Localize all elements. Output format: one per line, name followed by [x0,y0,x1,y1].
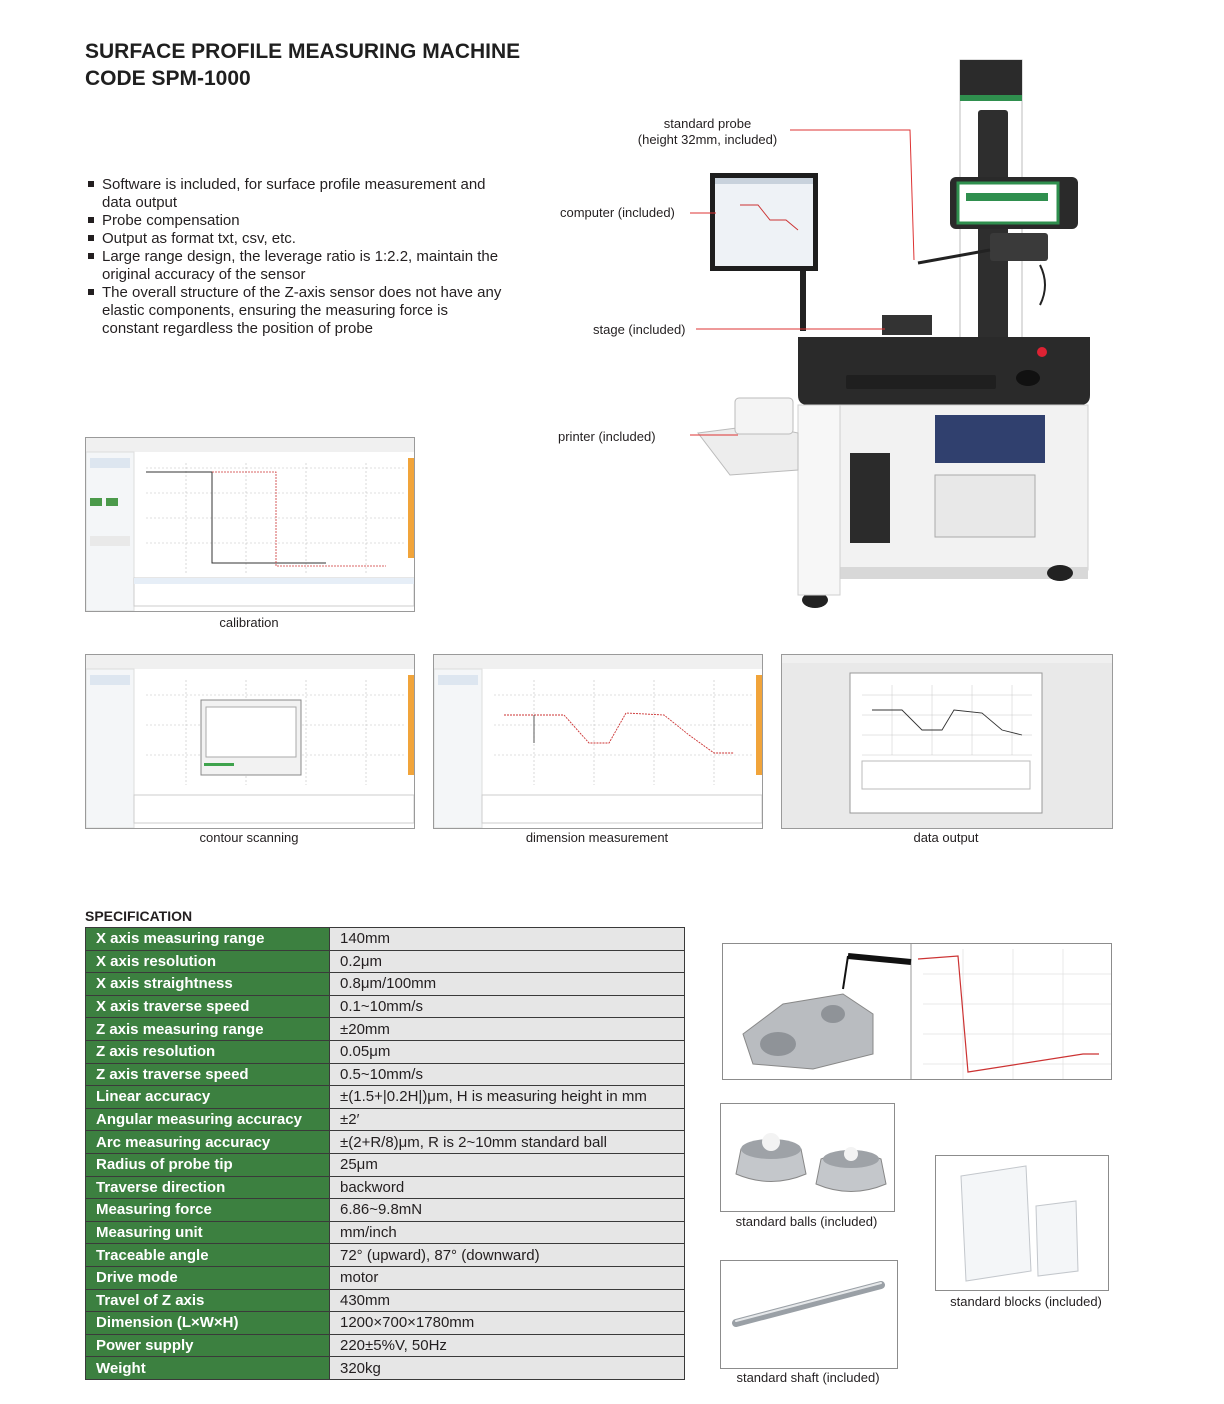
standard-balls-photo [720,1103,895,1212]
spec-value: 320kg [330,1357,685,1380]
spec-row [86,1018,685,1041]
spec-key: Travel of Z axis [86,1289,330,1312]
specification-table [85,927,685,1380]
spec-value: mm/inch [330,1221,685,1244]
specification-heading: SPECIFICATION [85,908,193,924]
page-title [85,38,520,92]
computer-callout: computer (included) [560,205,675,220]
stage-callout: stage (included) [593,322,686,337]
spec-row [86,1131,685,1154]
data-output-screen-image [782,655,1112,828]
feature-list [86,176,506,338]
probe-callout [620,116,795,148]
data-output-caption: data output [913,830,979,845]
feature-item: Large range design, the leverage ratio is 1:2.2, maintain the original accuracy of the sensor [86,248,506,284]
data-output-screenshot [781,654,1113,829]
feature-item: Software is included, for surface profile measurement and data output [86,176,506,212]
spec-key: Linear accuracy [86,1086,330,1109]
spec-row [86,973,685,996]
spec-row [86,1199,685,1222]
spec-value: 6.86~9.8mN [330,1199,685,1222]
spec-key: Z axis traverse speed [86,1063,330,1086]
spec-value: motor [330,1266,685,1289]
spec-key: Dimension (L×W×H) [86,1312,330,1335]
spec-key: Measuring force [86,1199,330,1222]
spec-key: Arc measuring accuracy [86,1131,330,1154]
probe-workpiece-image [723,944,1111,1079]
feature-item: Output as format txt, csv, etc. [86,230,506,248]
spec-value: 220±5%V, 50Hz [330,1334,685,1357]
spec-value: ±20mm [330,1018,685,1041]
dimension-measurement-caption: dimension measurement [525,830,669,845]
spec-value: 0.05μm [330,1040,685,1063]
spec-row [86,995,685,1018]
dimension-measurement-screenshot [433,654,763,829]
spec-row [86,950,685,973]
spec-row [86,1266,685,1289]
spec-key: X axis traverse speed [86,995,330,1018]
spec-value: 140mm [330,928,685,951]
feature-item: Probe compensation [86,212,506,230]
standard-shaft-caption: standard shaft (included) [736,1370,880,1385]
title-line-1: SURFACE PROFILE MEASURING MACHINE [85,40,521,63]
spec-value: 72° (upward), 87° (downward) [330,1244,685,1267]
spec-key: Drive mode [86,1266,330,1289]
probe-callout-line-2: (height 32mm, included) [637,132,778,147]
printer-callout: printer (included) [558,429,656,444]
spec-value: 1200×700×1780mm [330,1312,685,1335]
spec-row [86,1357,685,1380]
spec-value: ±(2+R/8)μm, R is 2~10mm standard ball [330,1131,685,1154]
spec-row [86,928,685,951]
standard-blocks-caption: standard blocks (included) [950,1294,1102,1309]
spec-key: Angular measuring accuracy [86,1108,330,1131]
calibration-screenshot [85,437,415,612]
spec-row [86,1289,685,1312]
spec-row [86,1312,685,1335]
spec-key: Traverse direction [86,1176,330,1199]
spec-row [86,1108,685,1131]
dimension-measurement-screen-image [434,655,762,828]
spec-key: Traceable angle [86,1244,330,1267]
probe-measurement-photo [722,943,1112,1080]
spec-key: Z axis measuring range [86,1018,330,1041]
spec-row [86,1176,685,1199]
spec-row [86,1063,685,1086]
feature-item: The overall structure of the Z-axis sensor does not have any elastic components, ensuring the measuring force is constant regardless the position of probe [86,284,506,338]
spec-value: ±2′ [330,1108,685,1131]
standard-shaft-image [721,1261,897,1368]
spec-key: X axis straightness [86,973,330,996]
spec-value: 25μm [330,1153,685,1176]
spec-row [86,1153,685,1176]
spec-value: ±(1.5+|0.2H|)μm, H is measuring height in mm [330,1086,685,1109]
contour-scanning-caption: contour scanning [199,830,299,845]
spec-row [86,1244,685,1267]
standard-blocks-photo [935,1155,1109,1291]
calibration-caption: calibration [219,615,279,630]
spec-key: X axis resolution [86,950,330,973]
standard-blocks-image [936,1156,1108,1290]
spec-value: 0.1~10mm/s [330,995,685,1018]
contour-scanning-screen-image [86,655,414,828]
spec-row [86,1040,685,1063]
contour-scanning-screenshot [85,654,415,829]
probe-callout-line-1: standard probe [663,116,752,131]
spec-row [86,1221,685,1244]
spec-row [86,1086,685,1109]
spec-value: 0.5~10mm/s [330,1063,685,1086]
standard-shaft-photo [720,1260,898,1369]
spec-key: Power supply [86,1334,330,1357]
spec-value: 0.2μm [330,950,685,973]
spec-key: Weight [86,1357,330,1380]
title-line-2: CODE SPM-1000 [85,67,251,90]
spec-value: backword [330,1176,685,1199]
standard-balls-image [721,1104,894,1211]
standard-balls-caption: standard balls (included) [735,1214,878,1229]
spec-row [86,1334,685,1357]
spec-key: Radius of probe tip [86,1153,330,1176]
spec-value: 430mm [330,1289,685,1312]
spec-key: X axis measuring range [86,928,330,951]
spec-value: 0.8μm/100mm [330,973,685,996]
spec-key: Measuring unit [86,1221,330,1244]
spec-key: Z axis resolution [86,1040,330,1063]
calibration-screen-image [86,438,414,611]
